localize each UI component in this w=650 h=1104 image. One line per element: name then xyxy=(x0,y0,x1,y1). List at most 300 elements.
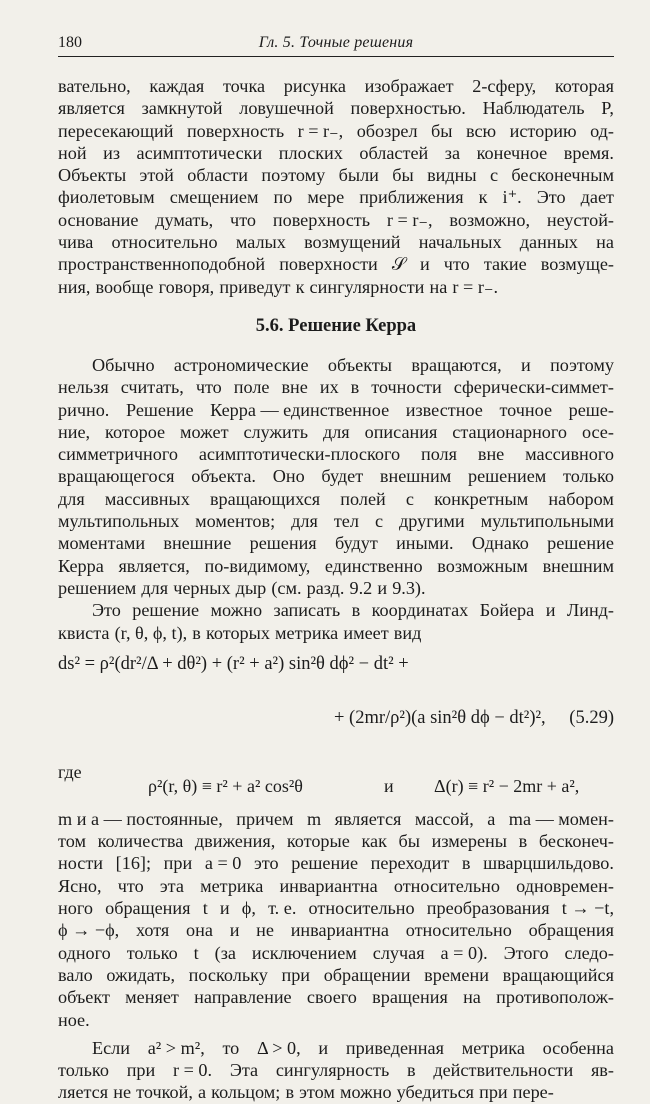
word: яв- xyxy=(590,1060,614,1081)
word: не xyxy=(256,920,274,941)
word: бесконеч- xyxy=(538,831,614,852)
word: массивных xyxy=(104,488,190,509)
word: на xyxy=(429,276,448,297)
word: и xyxy=(420,254,430,275)
word: ϕ → −ϕ, xyxy=(58,920,120,941)
word: поверхностью. xyxy=(350,98,466,119)
word: иными. xyxy=(396,533,454,554)
word: поверхность xyxy=(186,120,285,141)
word: при xyxy=(126,1060,156,1081)
word: поверхность xyxy=(272,209,371,230)
word: Объекты xyxy=(58,165,127,186)
word: Линд- xyxy=(566,600,614,621)
word: приведут xyxy=(219,276,291,297)
word: Решение xyxy=(125,399,194,420)
word: для xyxy=(291,511,318,532)
word: и xyxy=(521,354,531,375)
word: точности xyxy=(371,377,442,398)
word: ляется xyxy=(58,1082,109,1103)
word: вообще xyxy=(95,276,154,297)
word: r = r₋. xyxy=(452,276,499,297)
word: (см. xyxy=(271,577,302,598)
word: эта xyxy=(159,875,184,896)
text-line xyxy=(58,488,614,510)
word: относительно xyxy=(405,920,512,941)
word: будет xyxy=(321,466,364,487)
word: в xyxy=(518,831,528,852)
word: r = 0. xyxy=(173,1060,213,1081)
text-line xyxy=(58,532,614,554)
word: мультипольных xyxy=(58,511,180,532)
word: том xyxy=(58,831,86,852)
word: хотя xyxy=(135,920,170,941)
word: i⁺. xyxy=(502,187,522,208)
text-line xyxy=(58,75,614,97)
word: смещением xyxy=(169,187,259,208)
word: набором xyxy=(548,488,614,509)
word: объекты xyxy=(327,354,393,375)
word: решения xyxy=(249,533,317,554)
word: конечное xyxy=(476,142,548,163)
word: данных xyxy=(519,232,578,253)
word: Δ > 0, xyxy=(257,1037,301,1058)
book-page xyxy=(58,34,614,1104)
word: которые xyxy=(286,831,350,852)
word: разд. xyxy=(306,577,345,598)
word: говоря, xyxy=(158,276,215,297)
word: ной xyxy=(58,142,87,163)
word: метрика xyxy=(275,622,339,643)
word: решение xyxy=(547,533,614,554)
definitions-block xyxy=(58,762,614,808)
word: массивного xyxy=(525,444,614,465)
word: время. xyxy=(563,142,614,163)
word: для xyxy=(141,577,169,598)
text-line xyxy=(58,830,614,852)
word: бы xyxy=(431,120,453,141)
word: бы xyxy=(392,165,414,186)
running-header xyxy=(58,34,614,57)
equation-5-29 xyxy=(58,644,614,762)
word: полей xyxy=(340,488,386,509)
text-line xyxy=(58,986,614,1008)
word: и xyxy=(219,898,230,919)
word: од- xyxy=(590,120,614,141)
word: вращения xyxy=(372,987,448,1008)
word: направление xyxy=(194,987,292,1008)
word: координатах xyxy=(371,600,469,621)
text-line xyxy=(58,510,614,532)
word: сингулярность xyxy=(275,1060,390,1081)
word: начальных xyxy=(418,232,502,253)
word: a = 0 xyxy=(204,853,242,874)
text-line xyxy=(58,399,614,421)
word: другими xyxy=(399,511,465,532)
word: вательно, xyxy=(58,76,131,96)
word: времени xyxy=(424,964,489,985)
word: асимптотически-плоского xyxy=(198,444,401,465)
text-line xyxy=(58,622,614,644)
word: ности xyxy=(58,853,104,874)
word: видны xyxy=(427,165,477,186)
word: т. е. xyxy=(268,898,297,919)
word: кольцом; xyxy=(211,1082,281,1103)
where-word: где xyxy=(58,761,82,782)
paragraph-1 xyxy=(58,75,614,298)
word: 𝒮 xyxy=(391,254,406,275)
word: убедиться xyxy=(396,1082,475,1103)
text-line xyxy=(58,919,614,941)
text-line xyxy=(58,897,614,919)
word: пространственноподобной xyxy=(58,254,266,275)
text-line xyxy=(58,120,614,142)
text-line xyxy=(58,808,614,830)
word: служить xyxy=(243,421,309,442)
word: поэтому xyxy=(261,165,326,186)
word: точка xyxy=(222,76,266,96)
word: возмущений xyxy=(304,232,401,253)
word: (за xyxy=(214,942,236,963)
word: к xyxy=(295,276,305,297)
text-line xyxy=(58,164,614,186)
word: дыр xyxy=(235,577,267,598)
word: пересекающий xyxy=(58,120,174,141)
word: движения, xyxy=(194,831,276,852)
word: 9.3). xyxy=(392,577,426,598)
word: и xyxy=(545,600,556,621)
word: к xyxy=(478,187,488,208)
word: Керра xyxy=(58,555,104,576)
word: изображает xyxy=(364,76,454,96)
word: тел xyxy=(333,511,359,532)
word: неустой- xyxy=(546,209,614,230)
word: с xyxy=(489,165,499,186)
word: причем xyxy=(236,808,294,829)
word: Керра — единственное xyxy=(210,399,390,420)
word: обращения xyxy=(528,920,614,941)
word: поэтому xyxy=(550,354,614,375)
word: является, xyxy=(118,555,190,576)
word: которое xyxy=(105,421,166,442)
word: что xyxy=(195,377,222,398)
word: это xyxy=(254,853,279,874)
word: объект xyxy=(58,987,110,1008)
word: обращении xyxy=(323,964,411,985)
word: ожидать, xyxy=(106,964,175,985)
delta-definition: Δ(r) ≡ r² − 2mr + a², xyxy=(434,775,580,796)
word: бесконечным xyxy=(511,165,614,186)
text-line xyxy=(58,443,614,465)
word: что xyxy=(443,254,470,275)
word: поля xyxy=(420,444,457,465)
text-line xyxy=(58,465,614,487)
word: что xyxy=(230,209,256,230)
word: ние, xyxy=(58,421,91,442)
word: поверхности xyxy=(279,254,378,275)
word: вращающийся xyxy=(502,964,614,985)
word: рисунка xyxy=(283,76,346,96)
word: мультипольными xyxy=(480,511,614,532)
text-line xyxy=(58,253,614,275)
word: реше- xyxy=(568,399,614,420)
word: противополож- xyxy=(496,987,614,1008)
word: всю xyxy=(465,120,497,141)
word: малых xyxy=(235,232,286,253)
word: которых xyxy=(205,622,270,643)
word: ma — момен- xyxy=(508,808,614,829)
word: этом xyxy=(299,1082,335,1103)
paragraph-5 xyxy=(58,1037,614,1104)
word: чива xyxy=(58,232,94,253)
word: массой, xyxy=(414,808,474,829)
text-line xyxy=(58,421,614,443)
rho-definition: ρ²(r, θ) ≡ r² + a² cos²θ xyxy=(148,775,303,796)
word: Оно xyxy=(272,466,305,487)
word: и xyxy=(318,1037,329,1058)
word: симметричного xyxy=(58,444,178,465)
word: Этого xyxy=(503,942,549,963)
word: следо- xyxy=(564,942,614,963)
word: которая xyxy=(554,76,614,96)
word: решение xyxy=(132,600,200,621)
paragraph-2 xyxy=(58,354,614,599)
word: астрономические xyxy=(173,354,309,375)
word: имеет xyxy=(343,622,389,643)
word: вращающихся xyxy=(209,488,321,509)
word: особенна xyxy=(542,1037,614,1058)
word: историю xyxy=(509,120,577,141)
word: 2-сферу, xyxy=(472,76,537,96)
text-line xyxy=(58,376,614,398)
word: Обычно xyxy=(92,354,155,375)
word: будут xyxy=(334,533,378,554)
text-line xyxy=(58,875,614,897)
word: она xyxy=(186,920,213,941)
word: асимптотически xyxy=(136,142,263,163)
word: на xyxy=(463,987,481,1008)
word: приближения xyxy=(359,187,464,208)
word: только xyxy=(126,942,178,963)
word: из xyxy=(103,142,121,163)
word: решением xyxy=(468,466,547,487)
word: метрика xyxy=(200,875,264,896)
word: внешние xyxy=(163,533,232,554)
word: на xyxy=(596,232,614,253)
word: в xyxy=(461,853,471,874)
word: вне xyxy=(477,444,505,465)
word: основание xyxy=(58,209,139,230)
word: для xyxy=(322,421,350,442)
word: квиста xyxy=(58,622,110,643)
text-line xyxy=(58,1081,614,1103)
word: ϕ, xyxy=(241,898,256,919)
word: для xyxy=(58,488,85,509)
word: как xyxy=(361,831,387,852)
word: a² > m², xyxy=(147,1037,205,1058)
word: такие xyxy=(483,254,527,275)
word: возмуще- xyxy=(540,254,614,275)
word: в xyxy=(192,622,201,643)
word: относительно xyxy=(308,898,415,919)
text-line xyxy=(58,142,614,164)
word: вращаются, xyxy=(411,354,502,375)
word: при xyxy=(163,853,193,874)
text-line xyxy=(58,1059,614,1081)
word: одновремен- xyxy=(516,875,614,896)
word: t → −t, xyxy=(561,898,614,919)
word: описания xyxy=(364,421,438,442)
text-line xyxy=(58,964,614,986)
word: вало xyxy=(58,964,93,985)
word: вращающегося xyxy=(58,466,175,487)
word: приведенная xyxy=(345,1037,444,1058)
word: поле xyxy=(233,377,270,398)
word: моментов; xyxy=(195,511,276,532)
word: в xyxy=(351,600,361,621)
word: количества xyxy=(97,831,184,852)
text-line xyxy=(58,1037,614,1059)
word: ного xyxy=(58,898,93,919)
word: вне xyxy=(281,377,308,398)
word: а xyxy=(197,1082,207,1103)
word: осе- xyxy=(581,421,614,442)
word: обозрел xyxy=(356,120,418,141)
word: дает xyxy=(580,187,614,208)
word: только xyxy=(563,466,614,487)
text-line xyxy=(58,599,614,621)
word: P, xyxy=(601,98,614,119)
word: черных xyxy=(173,577,231,598)
paragraph-3 xyxy=(58,599,614,644)
word: t xyxy=(193,942,199,963)
word: [16]; xyxy=(115,853,152,874)
and-word: и xyxy=(384,775,394,796)
word: каждая xyxy=(149,76,205,96)
word: что xyxy=(117,875,144,896)
text-line xyxy=(58,555,614,577)
running-title: Гл. 5. Точные решения xyxy=(258,34,414,51)
equation-number: (5.29) xyxy=(569,707,614,728)
word: плоских xyxy=(278,142,343,163)
text-line xyxy=(58,852,614,874)
word: были xyxy=(338,165,379,186)
word: ния, xyxy=(58,276,91,297)
word: и xyxy=(377,577,388,598)
word: их xyxy=(319,377,339,398)
word: только xyxy=(58,1060,109,1081)
word: возможно, xyxy=(449,209,530,230)
word: a = 0). xyxy=(440,942,488,963)
word: относительно xyxy=(111,232,218,253)
word: Однако xyxy=(471,533,529,554)
word: r = r₋, xyxy=(297,120,344,141)
word: можно xyxy=(210,600,263,621)
word: m xyxy=(306,808,322,829)
word: а xyxy=(487,808,496,829)
word: Ясно, xyxy=(58,875,102,896)
word: ловушечной xyxy=(239,98,334,119)
equation-line-1: ds² = ρ²(dr²/Δ + dθ²) + (r² + a²) sin²θ dϕ² − dt² + xyxy=(58,653,409,674)
word: не xyxy=(113,1082,132,1103)
section-heading: 5.6. Решение Керра xyxy=(255,315,417,336)
text-line xyxy=(58,942,614,964)
word: бы xyxy=(398,831,421,852)
word: измерены xyxy=(431,831,507,852)
text-line xyxy=(58,354,614,376)
word: действительности xyxy=(433,1060,574,1081)
word: обращения xyxy=(105,898,191,919)
word: внешним xyxy=(379,466,452,487)
word: этой xyxy=(139,165,174,186)
word: (r, θ, ϕ, t), xyxy=(114,622,188,643)
word: Это xyxy=(92,600,121,621)
word: считать, xyxy=(120,377,184,398)
equation-line-2: + (2mr/ρ²)(a sin²θ dϕ − dt²)², xyxy=(334,707,546,728)
word: случая xyxy=(372,942,425,963)
word: вид xyxy=(393,622,422,643)
word: ное. xyxy=(58,1009,90,1030)
word: точное xyxy=(499,399,553,420)
word: своего xyxy=(306,987,357,1008)
text-line xyxy=(58,577,614,599)
word: с xyxy=(374,511,384,532)
word: возможным xyxy=(437,555,528,576)
word: и xyxy=(229,920,240,941)
word: t xyxy=(202,898,208,919)
word: фиолетовым xyxy=(58,187,155,208)
word: m и a — постоянные, xyxy=(58,808,223,829)
word: рично. xyxy=(58,399,110,420)
word: шварцшильдово. xyxy=(483,853,614,874)
text-line xyxy=(58,209,614,231)
word: одного xyxy=(58,942,111,963)
word: является xyxy=(334,808,402,829)
word: решением xyxy=(58,577,137,598)
word: замкнутой xyxy=(141,98,223,119)
word: переходит xyxy=(370,853,450,874)
word: меняет xyxy=(125,987,179,1008)
word: моментами xyxy=(58,533,146,554)
word: можно xyxy=(340,1082,392,1103)
word: Наблюдатель xyxy=(482,98,585,119)
word: с xyxy=(405,488,414,509)
text-line xyxy=(58,276,614,298)
word: области xyxy=(187,165,249,186)
word: в xyxy=(285,1082,295,1103)
word: по-видимому, xyxy=(204,555,311,576)
word: известное xyxy=(405,399,483,420)
word: инвариантна xyxy=(279,875,378,896)
word: объекта. xyxy=(191,466,256,487)
word: исключением xyxy=(251,942,357,963)
word: является xyxy=(58,98,125,119)
word: инвариантна xyxy=(290,920,389,941)
word: нельзя xyxy=(58,377,109,398)
word: пере- xyxy=(512,1082,554,1103)
word: метрика xyxy=(461,1037,525,1058)
word: сингулярности xyxy=(309,276,425,297)
word: сферически-симмет- xyxy=(453,377,614,398)
word: Это xyxy=(536,187,566,208)
word: стационарного xyxy=(452,421,567,442)
word: конкретным xyxy=(434,488,529,509)
word: при xyxy=(479,1082,508,1103)
word: Если xyxy=(92,1037,130,1058)
page-number: 180 xyxy=(58,34,82,51)
word: в xyxy=(407,1060,416,1081)
word: r = r₋, xyxy=(386,209,433,230)
word: записать xyxy=(273,600,341,621)
